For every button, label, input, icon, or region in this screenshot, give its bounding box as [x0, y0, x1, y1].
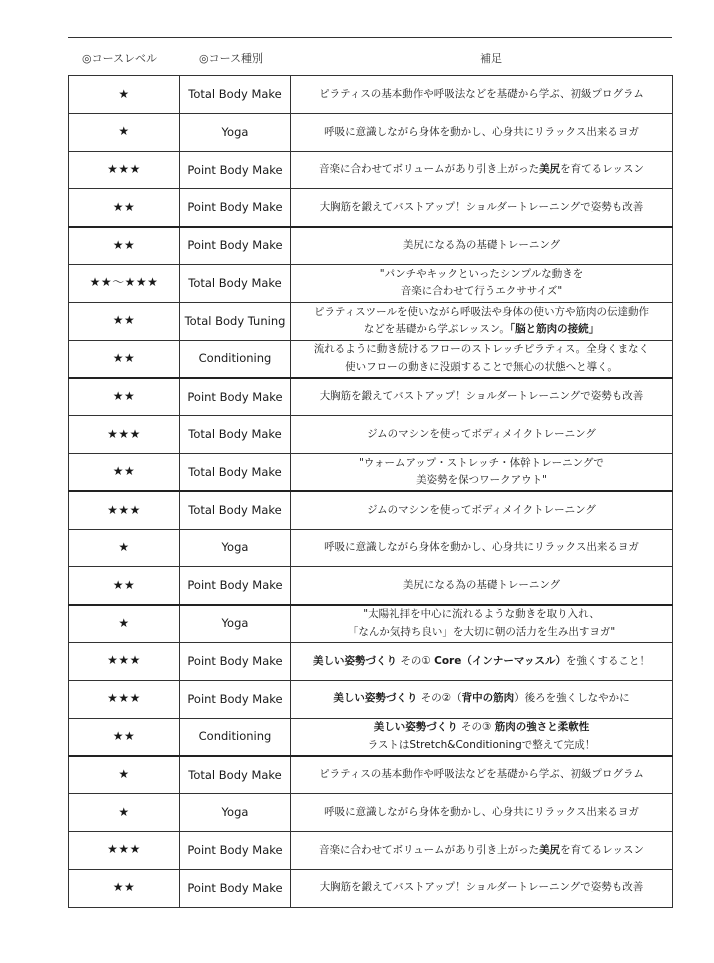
- course-note-cell: [291, 491, 673, 529]
- course-level-cell: ★★: [69, 567, 180, 605]
- course-type-cell: Total Body Make: [180, 264, 291, 302]
- note-line: [293, 455, 670, 472]
- note-emphasis: 美しい姿勢づくり: [333, 692, 418, 705]
- note-line: [293, 304, 670, 321]
- note-line: [293, 321, 670, 338]
- course-type-cell: Yoga: [180, 529, 291, 567]
- note-text: ）後ろを強くしなやかに: [514, 692, 630, 705]
- course-note-cell: [291, 189, 673, 227]
- note-line: [293, 283, 670, 300]
- note-text: などを基礎から学ぶレッスン。: [363, 323, 510, 336]
- course-level-cell: ★★★: [69, 642, 180, 680]
- table-row: [69, 76, 673, 114]
- note-text: 音楽に合わせて行うエクササイズ": [400, 285, 563, 298]
- note-text: ラストはStretch&Conditioningで整えて完成！: [367, 738, 596, 751]
- note-text: 呼吸に意識しながら身体を動かし、心身共にリラックス出来るヨガ: [324, 125, 639, 138]
- note-line: [293, 199, 670, 216]
- course-level-cell: ★★★: [69, 416, 180, 454]
- table-row: [69, 567, 673, 605]
- note-line: [293, 539, 670, 556]
- course-type-cell: Point Body Make: [180, 869, 291, 907]
- note-text: その①: [397, 654, 435, 667]
- course-level-cell: ★★: [69, 718, 180, 756]
- course-level-cell: ★: [69, 76, 180, 114]
- table-row: [69, 264, 673, 302]
- note-line: [293, 624, 670, 641]
- course-note-cell: [291, 264, 673, 302]
- note-emphasis: 筋肉の強さと柔軟性: [494, 721, 590, 734]
- course-level-cell: ★★: [69, 302, 180, 340]
- course-level-cell: ★: [69, 113, 180, 151]
- course-level-cell: ★★★: [69, 151, 180, 189]
- note-emphasis: 美尻: [539, 843, 561, 856]
- note-text: 音楽に合わせてボリュームがあり引き上がった: [318, 843, 540, 856]
- course-note-cell: [291, 340, 673, 378]
- note-line: [293, 737, 670, 754]
- note-line: [293, 161, 670, 178]
- table-row: [69, 794, 673, 832]
- note-line: [293, 388, 670, 405]
- course-note-cell: [291, 302, 673, 340]
- note-text: 美尻になる為の基礎トレーニング: [402, 239, 561, 252]
- note-text: ピラティスの基本動作や呼吸法などを基礎から学ぶ、初級プログラム: [319, 768, 644, 781]
- course-level-cell: ★★★: [69, 491, 180, 529]
- note-line: [293, 237, 670, 254]
- note-emphasis: 美尻: [539, 163, 561, 176]
- course-type-cell: Point Body Make: [180, 189, 291, 227]
- course-note-cell: [291, 869, 673, 907]
- table-row: [69, 491, 673, 529]
- note-line: [293, 842, 670, 859]
- table-row: [69, 378, 673, 416]
- note-text: "パンチやキックといったシンプルな動きを: [379, 268, 584, 281]
- course-type-cell: Total Body Make: [180, 76, 291, 114]
- note-text: 呼吸に意識しながら身体を動かし、心身共にリラックス出来るヨガ: [324, 541, 639, 554]
- course-type-cell: Point Body Make: [180, 567, 291, 605]
- course-level-cell: ★★★: [69, 680, 180, 718]
- note-text: 大胸筋を鍛えてバストアップ！ショルダートレーニングで姿勢も改善: [319, 200, 644, 213]
- note-line: [293, 606, 670, 623]
- course-note-cell: [291, 756, 673, 794]
- note-line: [293, 266, 670, 283]
- note-text: ピラティスの基本動作や呼吸法などを基礎から学ぶ、初級プログラム: [319, 87, 644, 100]
- course-level-cell: ★: [69, 529, 180, 567]
- note-emphasis: 「脳と筋肉の接続」: [509, 323, 600, 336]
- note-text: ジムのマシンを使ってボディメイクトレーニング: [367, 427, 596, 440]
- note-emphasis: 美しい姿勢づくり: [373, 721, 458, 734]
- course-table-body: [69, 76, 673, 908]
- course-note-cell: [291, 227, 673, 265]
- table-row: [69, 869, 673, 907]
- course-level-cell: ★★: [69, 453, 180, 491]
- course-level-cell: ★★〜★★★: [69, 264, 180, 302]
- note-line: [293, 653, 670, 670]
- course-table: [68, 75, 673, 908]
- course-type-cell: Point Body Make: [180, 831, 291, 869]
- course-level-cell: ★★: [69, 189, 180, 227]
- note-text: 大胸筋を鍛えてバストアップ！ショルダートレーニングで姿勢も改善: [319, 390, 644, 403]
- course-type-cell: Total Body Make: [180, 756, 291, 794]
- course-level-cell: ★★: [69, 227, 180, 265]
- table-row: [69, 680, 673, 718]
- course-note-cell: [291, 831, 673, 869]
- note-emphasis: 背中の筋肉: [461, 692, 515, 705]
- course-note-cell: [291, 76, 673, 114]
- table-row: [69, 642, 673, 680]
- table-row: [69, 113, 673, 151]
- table-row: [69, 718, 673, 756]
- note-line: [293, 124, 670, 141]
- course-note-cell: [291, 113, 673, 151]
- note-line: [293, 86, 670, 103]
- course-note-cell: [291, 416, 673, 454]
- note-line: [293, 341, 670, 358]
- note-text: 美姿勢を保つワークアウト": [416, 474, 547, 487]
- table-row: [69, 340, 673, 378]
- course-level-cell: ★: [69, 794, 180, 832]
- bottom-rule: [68, 907, 672, 908]
- note-text: 使いフローの動きに没頭することで無心の状態へと導く。: [345, 360, 618, 373]
- table-row: [69, 302, 673, 340]
- header-course-type: ◎コース種別: [199, 52, 264, 65]
- course-type-cell: Total Body Make: [180, 491, 291, 529]
- note-text: 「なんか気持ち良い」を大切に朝の活力を生み出すヨガ": [347, 625, 616, 638]
- course-level-cell: ★: [69, 605, 180, 643]
- course-note-cell: [291, 642, 673, 680]
- note-text: ジムのマシンを使ってボディメイクトレーニング: [367, 503, 596, 516]
- course-type-cell: Conditioning: [180, 718, 291, 756]
- table-row: [69, 453, 673, 491]
- course-level-cell: ★★: [69, 869, 180, 907]
- course-level-cell: ★★: [69, 378, 180, 416]
- top-rule: [68, 37, 672, 38]
- note-text: を強くすること！: [565, 654, 650, 667]
- note-line: [293, 359, 670, 376]
- note-line: [293, 879, 670, 896]
- table-header: [68, 50, 672, 64]
- note-text: その②（: [417, 692, 462, 705]
- course-note-cell: [291, 151, 673, 189]
- table-row: [69, 189, 673, 227]
- course-note-cell: [291, 718, 673, 756]
- note-line: [293, 426, 670, 443]
- table-row: [69, 605, 673, 643]
- course-note-cell: [291, 453, 673, 491]
- course-type-cell: Point Body Make: [180, 378, 291, 416]
- note-line: [293, 577, 670, 594]
- course-type-cell: Point Body Make: [180, 151, 291, 189]
- note-text: その③: [457, 721, 495, 734]
- note-emphasis: 美しい姿勢づくり: [313, 654, 398, 667]
- course-type-cell: Total Body Tuning: [180, 302, 291, 340]
- note-line: [293, 804, 670, 821]
- note-text: "太陽礼拝を中心に流れるような動きを取り入れ、: [363, 608, 600, 621]
- note-text: 大胸筋を鍛えてバストアップ！ショルダートレーニングで姿勢も改善: [319, 881, 644, 894]
- note-line: [293, 690, 670, 707]
- table-row: [69, 416, 673, 454]
- header-note: 補足: [480, 52, 502, 65]
- course-type-cell: Total Body Make: [180, 453, 291, 491]
- note-text: ピラティスツールを使いながら呼吸法や身体の使い方や筋肉の伝達動作: [314, 305, 649, 318]
- course-note-cell: [291, 378, 673, 416]
- note-text: 流れるように動き続けるフローのストレッチピラティス。全身くまなく: [313, 343, 650, 356]
- table-row: [69, 529, 673, 567]
- note-text: を育てるレッスン: [560, 163, 645, 176]
- note-text: 音楽に合わせてボリュームがあり引き上がった: [318, 163, 540, 176]
- course-note-cell: [291, 605, 673, 643]
- note-line: [293, 502, 670, 519]
- table-row: [69, 756, 673, 794]
- note-text: 呼吸に意識しながら身体を動かし、心身共にリラックス出来るヨガ: [324, 805, 639, 818]
- course-level-cell: ★: [69, 756, 180, 794]
- header-course-level: ◎コースレベル: [82, 52, 158, 65]
- table-row: [69, 831, 673, 869]
- table-row: [69, 151, 673, 189]
- note-text: 美尻になる為の基礎トレーニング: [402, 578, 561, 591]
- course-level-cell: ★★: [69, 340, 180, 378]
- course-type-cell: Yoga: [180, 605, 291, 643]
- course-type-cell: Point Body Make: [180, 642, 291, 680]
- course-note-cell: [291, 529, 673, 567]
- course-note-cell: [291, 794, 673, 832]
- note-line: [293, 719, 670, 736]
- course-type-cell: Point Body Make: [180, 227, 291, 265]
- course-note-cell: [291, 567, 673, 605]
- note-line: [293, 766, 670, 783]
- course-level-cell: ★★★: [69, 831, 180, 869]
- table-row: [69, 227, 673, 265]
- course-type-cell: Yoga: [180, 113, 291, 151]
- note-line: [293, 472, 670, 489]
- note-emphasis: Core（インナーマッスル）: [434, 654, 566, 667]
- note-text: "ウォームアップ・ストレッチ・体幹トレーニングで: [359, 456, 604, 469]
- course-note-cell: [291, 680, 673, 718]
- course-type-cell: Point Body Make: [180, 680, 291, 718]
- note-text: を育てるレッスン: [560, 843, 645, 856]
- course-type-cell: Total Body Make: [180, 416, 291, 454]
- course-type-cell: Conditioning: [180, 340, 291, 378]
- course-type-cell: Yoga: [180, 794, 291, 832]
